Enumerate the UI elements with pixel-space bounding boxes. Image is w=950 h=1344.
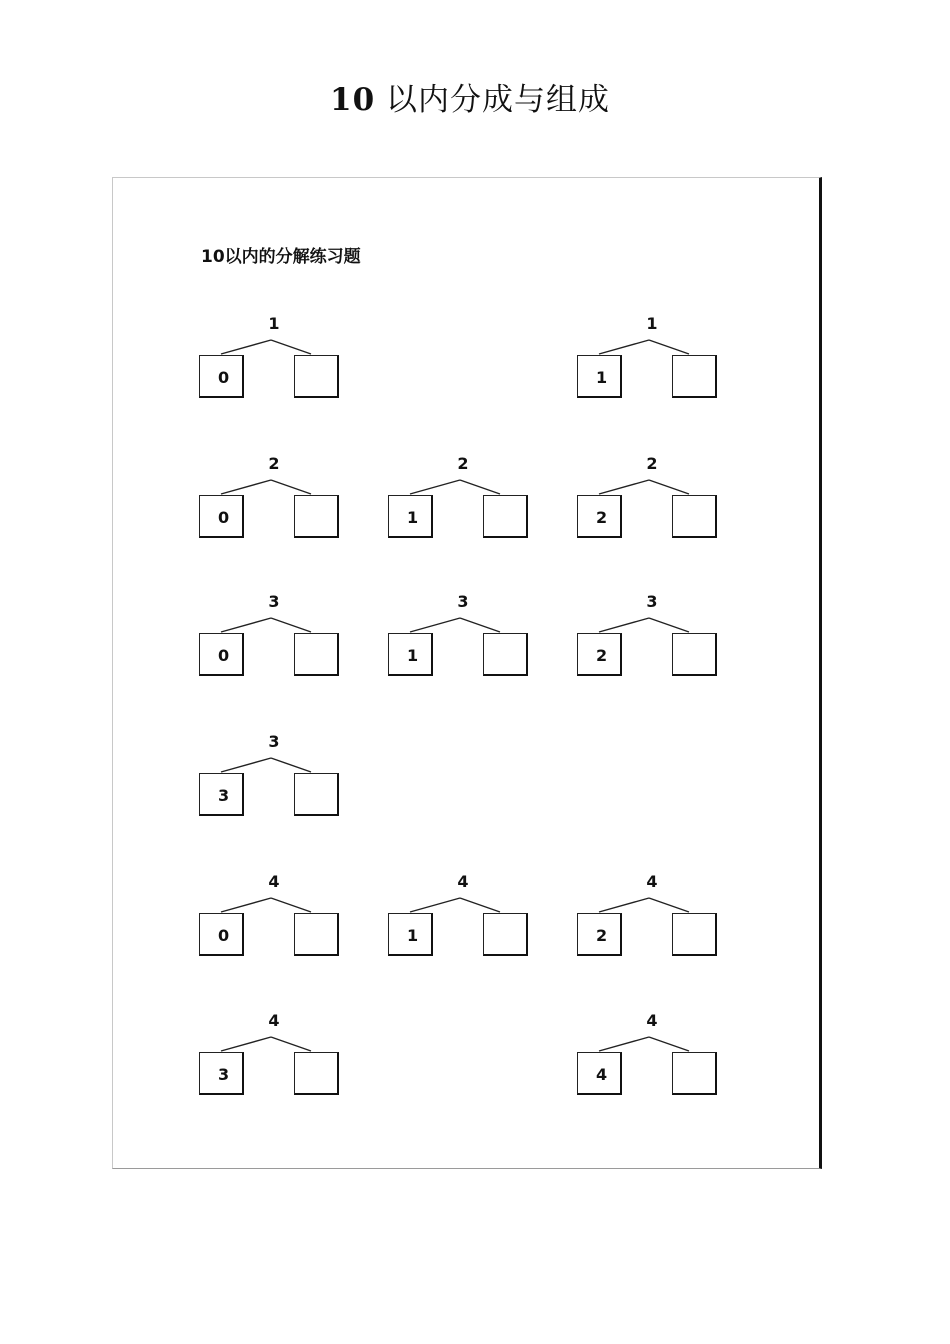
branch-lines (199, 612, 349, 634)
answer-box[interactable] (672, 495, 717, 538)
total-number: 4 (646, 872, 658, 891)
decomposition-problem (388, 872, 538, 967)
left-branch-line (410, 480, 460, 494)
branch-lines (388, 474, 538, 496)
right-branch-line (649, 340, 689, 354)
right-branch-line (649, 898, 689, 912)
branch-lines (577, 892, 727, 914)
decomposition-problem (577, 1011, 727, 1106)
right-branch-line (460, 618, 500, 632)
total-number: 3 (646, 592, 658, 611)
left-branch-line (599, 480, 649, 494)
total-number: 2 (457, 454, 469, 473)
known-part-box: 0 (199, 495, 244, 538)
known-part-box: 1 (577, 355, 622, 398)
answer-box[interactable] (672, 913, 717, 956)
document-title-text: 以内分成与组成 (386, 82, 610, 118)
decomposition-problem (199, 872, 349, 967)
branch-lines (388, 892, 538, 914)
left-branch-line (599, 898, 649, 912)
decomposition-problem (199, 314, 349, 409)
right-branch-line (271, 898, 311, 912)
right-branch-line (271, 480, 311, 494)
branch-lines (577, 612, 727, 634)
known-part-box: 2 (577, 913, 622, 956)
answer-box[interactable] (672, 633, 717, 676)
decomposition-problem (199, 1011, 349, 1106)
total-number: 4 (268, 1011, 280, 1030)
answer-box[interactable] (672, 355, 717, 398)
left-branch-line (221, 340, 271, 354)
total-number: 3 (268, 592, 280, 611)
branch-lines (577, 334, 727, 356)
total-number: 3 (268, 732, 280, 751)
branch-lines (199, 892, 349, 914)
decomposition-problem (388, 454, 538, 549)
right-branch-line (460, 898, 500, 912)
known-part-box: 1 (388, 913, 433, 956)
decomposition-problem (577, 454, 727, 549)
known-part-box: 0 (199, 913, 244, 956)
total-number: 2 (268, 454, 280, 473)
answer-box[interactable] (483, 913, 528, 956)
known-part-box: 1 (388, 633, 433, 676)
branch-lines (388, 612, 538, 634)
total-number: 3 (457, 592, 469, 611)
branch-lines (199, 1031, 349, 1053)
decomposition-problem (577, 872, 727, 967)
decomposition-problem (388, 592, 538, 687)
known-part-box: 3 (199, 1052, 244, 1095)
left-branch-line (410, 618, 460, 632)
branch-lines (199, 474, 349, 496)
decomposition-problem (199, 454, 349, 549)
decomposition-problem (199, 732, 349, 827)
left-branch-line (221, 618, 271, 632)
left-branch-line (221, 480, 271, 494)
known-part-box: 3 (199, 773, 244, 816)
right-branch-line (271, 340, 311, 354)
known-part-box: 0 (199, 355, 244, 398)
answer-box[interactable] (294, 495, 339, 538)
known-part-box: 0 (199, 633, 244, 676)
right-branch-line (649, 1037, 689, 1051)
right-branch-line (460, 480, 500, 494)
right-branch-line (271, 758, 311, 772)
document-title (0, 74, 940, 119)
left-branch-line (599, 340, 649, 354)
right-branch-line (271, 1037, 311, 1051)
left-branch-line (599, 1037, 649, 1051)
branch-lines (199, 752, 349, 774)
branch-lines (577, 474, 727, 496)
left-branch-line (410, 898, 460, 912)
left-branch-line (221, 898, 271, 912)
branch-lines (577, 1031, 727, 1053)
answer-box[interactable] (294, 633, 339, 676)
right-branch-line (271, 618, 311, 632)
left-branch-line (599, 618, 649, 632)
total-number: 4 (268, 872, 280, 891)
answer-box[interactable] (294, 773, 339, 816)
total-number: 1 (268, 314, 280, 333)
left-branch-line (221, 1037, 271, 1051)
answer-box[interactable] (294, 1052, 339, 1095)
decomposition-problem (577, 314, 727, 409)
known-part-box: 1 (388, 495, 433, 538)
worksheet-title: 10以内的分解练习题 (201, 247, 361, 267)
right-branch-line (649, 618, 689, 632)
document-title-number: 10 (330, 82, 376, 118)
right-branch-line (649, 480, 689, 494)
total-number: 4 (646, 1011, 658, 1030)
total-number: 1 (646, 314, 658, 333)
answer-box[interactable] (483, 633, 528, 676)
known-part-box: 4 (577, 1052, 622, 1095)
answer-box[interactable] (294, 355, 339, 398)
known-part-box: 2 (577, 495, 622, 538)
worksheet-image (112, 177, 822, 1169)
decomposition-problem (199, 592, 349, 687)
left-branch-line (221, 758, 271, 772)
answer-box[interactable] (483, 495, 528, 538)
decomposition-problem (577, 592, 727, 687)
known-part-box: 2 (577, 633, 622, 676)
branch-lines (199, 334, 349, 356)
total-number: 4 (457, 872, 469, 891)
total-number: 2 (646, 454, 658, 473)
answer-box[interactable] (294, 913, 339, 956)
answer-box[interactable] (672, 1052, 717, 1095)
